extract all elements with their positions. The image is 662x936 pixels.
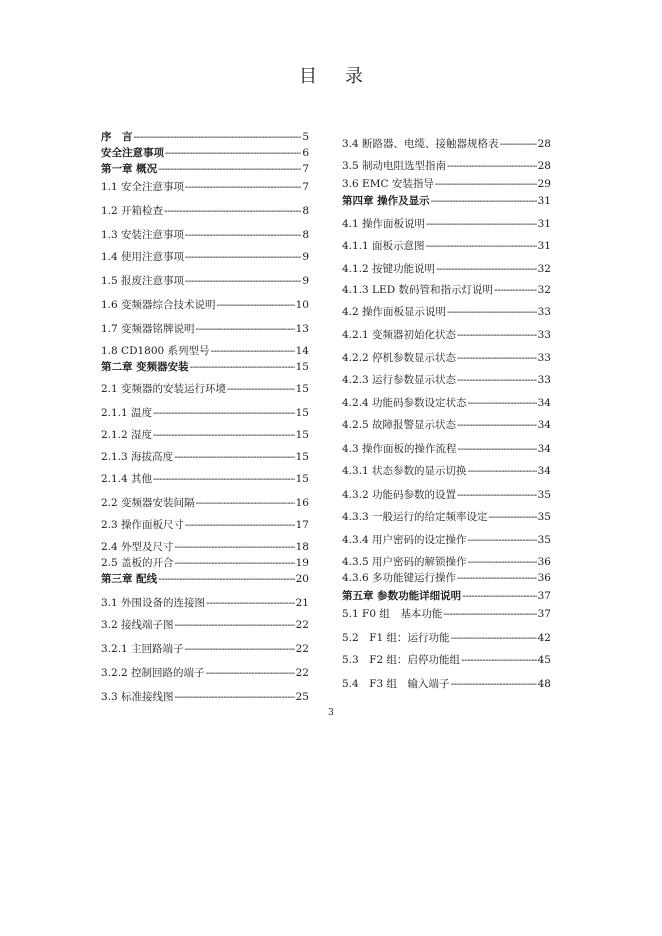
toc-entry-label: 4.3.6 多功能键运行操作: [342, 572, 457, 584]
toc-entry-label: 4.3.1 状态参数的显示切换: [342, 465, 467, 477]
toc-entry-label: 4.2 操作面板显示说明: [342, 306, 447, 318]
toc-dot-leader: [431, 194, 537, 208]
toc-entry-page: 32: [537, 263, 551, 275]
toc-dot-leader: [227, 382, 295, 396]
toc-entry-page: 15: [295, 361, 309, 373]
toc-entry-page: 48: [537, 678, 551, 690]
toc-entry-page: 32: [537, 284, 551, 296]
toc-dot-leader: [185, 274, 301, 288]
toc-entry-page: 33: [537, 352, 551, 364]
toc-entry-label: 4.1.2 按键功能说明: [342, 263, 436, 275]
toc-entry[interactable]: [342, 262, 551, 276]
toc-entry[interactable]: [342, 239, 551, 253]
toc-dot-leader: [158, 162, 301, 176]
toc-dot-leader: [462, 589, 536, 603]
toc-entry[interactable]: [342, 305, 551, 319]
toc-entry[interactable]: [342, 464, 551, 478]
toc-entry[interactable]: [342, 555, 551, 569]
toc-entry[interactable]: [101, 690, 309, 704]
toc-entry[interactable]: [342, 396, 551, 410]
toc-entry-label: 4.2.2 停机参数显示状态: [342, 352, 457, 364]
toc-entry[interactable]: [101, 572, 309, 586]
toc-entry-page: 13: [295, 323, 309, 335]
toc-entry[interactable]: [342, 677, 551, 691]
toc-dot-leader: [457, 418, 537, 432]
toc-dot-leader: [435, 177, 537, 191]
toc-title-char-2: 录: [345, 66, 363, 87]
toc-entry-label: 1.8 CD1800 系列型号: [101, 345, 210, 357]
toc-entry-page: 22: [295, 667, 309, 679]
toc-entry[interactable]: [342, 653, 551, 667]
toc-dot-leader: [165, 146, 301, 160]
toc-entry-page: 31: [537, 240, 551, 252]
toc-entry-page: 31: [537, 195, 551, 207]
toc-dot-leader: [457, 488, 537, 502]
toc-entry[interactable]: [342, 217, 551, 231]
toc-entry-label: 2.1.3 海拔高度: [101, 451, 174, 463]
toc-entry-label: 2.5 盖板的开合: [101, 557, 174, 569]
toc-entry[interactable]: [101, 360, 309, 374]
toc-entry-page: 29: [537, 178, 551, 190]
toc-entry-page: 6: [302, 147, 309, 159]
toc-entry-label: 2.4 外型及尺寸: [101, 541, 174, 553]
toc-entry[interactable]: [101, 146, 309, 160]
toc-dot-leader: [436, 262, 537, 276]
toc-dot-leader: [175, 540, 295, 554]
toc-entry-page: 36: [537, 556, 551, 568]
toc-entry-page: 34: [537, 419, 551, 431]
toc-entry-label: 2.2 变频器安装间隔: [101, 497, 195, 509]
toc-dot-leader: [494, 283, 537, 297]
toc-dot-leader: [500, 137, 537, 151]
toc-entry-label: 3.2.1 主回路端子: [101, 643, 184, 655]
toc-entry[interactable]: [342, 510, 551, 524]
toc-dot-leader: [206, 596, 295, 610]
toc-entry-page: 34: [537, 465, 551, 477]
toc-dot-leader: [153, 428, 295, 442]
toc-entry-label: 4.3.2 功能码参数的设置: [342, 489, 457, 501]
toc-entry-label: 3.2.2 控制回路的端子: [101, 667, 205, 679]
toc-dot-leader: [185, 642, 295, 656]
toc-entry-page: 35: [537, 534, 551, 546]
toc-entry-label: 1.1 安全注意事项: [101, 181, 185, 193]
toc-entry[interactable]: [342, 589, 551, 603]
toc-entry-label: 2.3 操作面板尺寸: [101, 519, 185, 531]
toc-entry-label: 4.2.1 变频器初始化状态: [342, 329, 457, 341]
toc-entry-label: 3.5 制动电阻选型指南: [342, 160, 447, 172]
toc-dot-leader: [206, 666, 295, 680]
toc-entry[interactable]: [101, 596, 309, 610]
toc-entry[interactable]: [342, 328, 551, 342]
toc-entry-page: 19: [295, 557, 309, 569]
toc-entry[interactable]: [101, 204, 309, 218]
toc-dot-leader: [175, 556, 295, 570]
toc-dot-leader: [196, 496, 295, 510]
toc-entry-label: 4.3.3 一般运行的给定频率设定: [342, 511, 488, 523]
toc-entry-label: 3.1 外围设备的连接图: [101, 597, 206, 609]
toc-entry[interactable]: [101, 518, 309, 532]
toc-entry-label: 4.2.4 功能码参数设定状态: [342, 397, 467, 409]
toc-dot-leader: [457, 373, 537, 387]
toc-entry[interactable]: [101, 180, 309, 194]
toc-entry[interactable]: [101, 274, 309, 288]
toc-entry-label: 2.1 变频器的安装运行环境: [101, 383, 227, 395]
toc-entry-page: 37: [537, 590, 551, 602]
toc-entry-label: 第五章 参数功能详细说明: [342, 590, 462, 602]
toc-title-char-1: 目: [299, 66, 317, 87]
toc-entry-label: 3.3 标准接线图: [101, 691, 174, 703]
toc-entry-page: 35: [537, 511, 551, 523]
toc-entry[interactable]: [101, 666, 309, 680]
toc-entry-page: 14: [295, 345, 309, 357]
toc-entry[interactable]: [101, 556, 309, 570]
toc-entry-page: 22: [295, 643, 309, 655]
toc-dot-leader: [468, 555, 537, 569]
toc-entry-page: 34: [537, 397, 551, 409]
toc-entry[interactable]: [101, 496, 309, 510]
toc-entry-label: 4.3.5 用户密码的解锁操作: [342, 556, 467, 568]
toc-dot-leader: [447, 159, 537, 173]
toc-entry-label: 3.2 接线端子图: [101, 619, 174, 631]
toc-entry-page: 8: [302, 205, 309, 217]
toc-entry[interactable]: [342, 442, 551, 456]
toc-entry[interactable]: [342, 418, 551, 432]
toc-entry-label: 第四章 操作及显示: [342, 195, 430, 207]
toc-entry-page: 33: [537, 374, 551, 386]
toc-entry-label: 1.3 安装注意事项: [101, 229, 185, 241]
toc-entry-label: 第一章 概况: [101, 163, 158, 175]
toc-dot-leader: [457, 351, 537, 365]
toc-entry-page: 45: [537, 654, 551, 666]
toc-entry-page: 15: [295, 473, 309, 485]
toc-dot-leader: [190, 360, 295, 374]
toc-entry[interactable]: [342, 283, 551, 297]
toc-entry-page: 15: [295, 407, 309, 419]
toc-dot-leader: [458, 442, 537, 456]
toc-entry-label: 5.2 F1 组：运行功能: [342, 632, 450, 644]
toc-entry-page: 42: [537, 632, 551, 644]
toc-dot-leader: [447, 305, 537, 319]
toc-dot-leader: [185, 250, 301, 264]
toc-entry[interactable]: [342, 533, 551, 547]
toc-dot-leader: [426, 239, 537, 253]
toc-entry-label: 第二章 变频器安装: [101, 361, 189, 373]
toc-entry-page: 8: [302, 229, 309, 241]
toc-dot-leader: [175, 618, 295, 632]
toc-entry[interactable]: [101, 618, 309, 632]
toc-entry[interactable]: [342, 373, 551, 387]
toc-dot-leader: [457, 328, 537, 342]
toc-entry[interactable]: [101, 162, 309, 176]
toc-dot-leader: [468, 464, 537, 478]
toc-dot-leader: [451, 677, 537, 691]
toc-entry[interactable]: [101, 298, 309, 312]
toc-dot-leader: [426, 217, 537, 231]
toc-entry-label: 1.4 使用注意事项: [101, 251, 185, 263]
toc-entry-page: 7: [302, 181, 309, 193]
toc-dot-leader: [211, 344, 295, 358]
toc-entry-label: 2.1.2 湿度: [101, 429, 153, 441]
toc-entry[interactable]: [342, 571, 551, 585]
toc-entry[interactable]: [342, 631, 551, 645]
toc-dot-leader: [468, 533, 537, 547]
toc-entry-page: 22: [295, 619, 309, 631]
toc-entry[interactable]: [101, 382, 309, 396]
toc-dot-leader: [164, 204, 301, 218]
toc-entry-page: 9: [302, 275, 309, 287]
toc-entry-page: 20: [295, 573, 309, 585]
toc-entry-label: 2.1.1 温度: [101, 407, 153, 419]
toc-entry[interactable]: [342, 177, 551, 191]
toc-dot-leader: [489, 510, 537, 524]
toc-entry-label: 4.1.3 LED 数码管和指示灯说明: [342, 284, 493, 296]
toc-entry-label: 序 言: [101, 131, 133, 143]
toc-entry[interactable]: [101, 250, 309, 264]
toc-dot-leader: [196, 322, 295, 336]
toc-entry-label: 4.3 操作面板的操作流程: [342, 443, 457, 455]
toc-dot-leader: [185, 180, 301, 194]
toc-entry-label: 5.1 F0 组 基本功能: [342, 608, 443, 620]
toc-entry-page: 21: [295, 597, 309, 609]
toc-entry-page: 33: [537, 329, 551, 341]
toc-dot-leader: [217, 298, 295, 312]
toc-dot-leader: [185, 518, 295, 532]
toc-dot-leader: [153, 472, 295, 486]
toc-dot-leader: [185, 228, 301, 242]
toc-entry-label: 3.6 EMC 安装指导: [342, 178, 434, 190]
toc-entry[interactable]: [101, 406, 309, 420]
toc-dot-leader: [175, 690, 295, 704]
toc-entry-page: 36: [537, 572, 551, 584]
toc-entry[interactable]: [342, 159, 551, 173]
toc-entry[interactable]: [342, 488, 551, 502]
toc-entry[interactable]: [342, 607, 551, 621]
toc-dot-leader: [457, 571, 537, 585]
toc-entry-page: 31: [537, 218, 551, 230]
toc-entry-label: 1.2 开箱检查: [101, 205, 164, 217]
toc-entry-page: 25: [295, 691, 309, 703]
toc-entry-page: 17: [295, 519, 309, 531]
toc-dot-leader: [158, 572, 294, 586]
toc-entry[interactable]: [342, 351, 551, 365]
toc-entry-label: 1.7 变频器铭牌说明: [101, 323, 195, 335]
toc-entry[interactable]: [101, 344, 309, 358]
toc-entry-page: 28: [537, 160, 551, 172]
toc-entry-page: 7: [302, 163, 309, 175]
toc-entry-label: 4.1.1 面板示意图: [342, 240, 425, 252]
toc-entry-page: 34: [537, 443, 551, 455]
toc-entry[interactable]: [101, 228, 309, 242]
toc-entry-label: 4.1 操作面板说明: [342, 218, 426, 230]
toc-entry-page: 10: [295, 299, 309, 311]
toc-entry-page: 5: [302, 131, 309, 143]
toc-entry-label: 1.6 变频器综合技术说明: [101, 299, 216, 311]
toc-entry[interactable]: [342, 137, 551, 151]
toc-entry-page: 18: [295, 541, 309, 553]
toc-entry[interactable]: [101, 450, 309, 464]
toc-entry-page: 15: [295, 451, 309, 463]
toc-dot-leader: [468, 396, 537, 410]
toc-entry[interactable]: [101, 540, 309, 554]
toc-entry[interactable]: [342, 194, 551, 208]
toc-entry-label: 4.2.5 故障报警显示状态: [342, 419, 457, 431]
toc-entry[interactable]: [101, 472, 309, 486]
toc-entry-label: 第三章 配线: [101, 573, 158, 585]
toc-entry-label: 3.4 断路器、电缆、接触器规格表: [342, 138, 499, 150]
toc-dot-leader: [174, 450, 295, 464]
toc-entry-label: 1.5 报废注意事项: [101, 275, 185, 287]
toc-entry-page: 15: [295, 429, 309, 441]
toc-entry-label: 5.3 F2 组：启停功能组: [342, 654, 461, 666]
toc-title: [0, 62, 662, 88]
page-number: 3: [328, 708, 334, 718]
toc-entry-page: 28: [537, 138, 551, 150]
toc-entry[interactable]: [101, 322, 309, 336]
toc-entry-page: 9: [302, 251, 309, 263]
toc-entry[interactable]: [101, 428, 309, 442]
toc-dot-leader: [461, 653, 537, 667]
toc-dot-leader: [443, 607, 536, 621]
toc-entry-page: 16: [295, 497, 309, 509]
toc-entry-page: 15: [295, 383, 309, 395]
toc-entry-page: 35: [537, 489, 551, 501]
toc-entry-page: 33: [537, 306, 551, 318]
toc-entry-label: 4.2.3 运行参数显示状态: [342, 374, 457, 386]
toc-entry-label: 2.1.4 其他: [101, 473, 153, 485]
toc-entry[interactable]: [101, 130, 309, 144]
toc-dot-leader: [153, 406, 295, 420]
toc-entry-label: 安全注意事项: [101, 147, 164, 159]
toc-entry-page: 37: [537, 608, 551, 620]
toc-dot-leader: [451, 631, 537, 645]
toc-entry-label: 5.4 F3 组 输入端子: [342, 678, 450, 690]
toc-entry-label: 4.3.4 用户密码的设定操作: [342, 534, 467, 546]
toc-dot-leader: [134, 130, 302, 144]
toc-entry[interactable]: [101, 642, 309, 656]
